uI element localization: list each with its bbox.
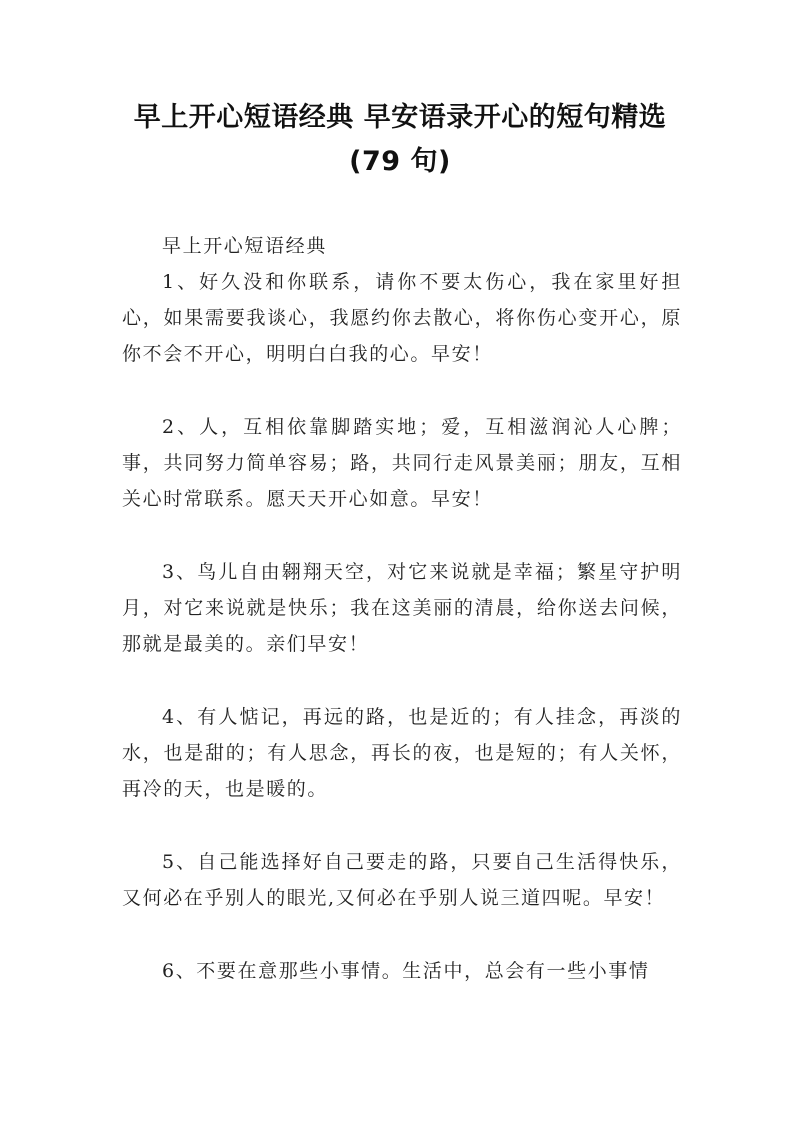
paragraph-3: 3、鸟儿自由翱翔天空，对它来说就是幸福；繁星守护明月，对它来说就是快乐；我在这美丽的清晨，给你送去问候，那就是最美的。亲们早安！ <box>122 561 682 655</box>
document-body <box>122 228 682 1026</box>
section-subheading: 早上开心短语经典 <box>162 235 327 257</box>
paragraph-4: 4、有人惦记，再远的路，也是近的；有人挂念，再淡的水，也是甜的；有人思念，再长的夜，也是短的；有人关怀，再冷的天，也是暖的。 <box>122 706 682 800</box>
paragraph-6: 6、不要在意那些小事情。生活中，总会有一些小事情 <box>162 960 650 982</box>
paragraph-2: 2、人，互相依靠脚踏实地；爱，互相滋润沁人心脾；事，共同努力简单容易；路，共同行走风景美丽；朋友，互相关心时常联系。愿天天开心如意。早安！ <box>122 416 682 510</box>
paragraph-1: 1、好久没和你联系，请你不要太伤心，我在家里好担心，如果需要我谈心，我愿约你去散心，将你伤心变开心，原你不会不开心，明明白白我的心。早安！ <box>122 271 682 365</box>
document-title: 早上开心短语经典 早安语录开心的短句精选(79 句) <box>133 102 667 177</box>
paragraph-5: 5、自己能选择好自己要走的路，只要自己生活得快乐，又何必在乎别人的眼光,又何必在乎别人说三道四呢。早安！ <box>122 851 682 909</box>
